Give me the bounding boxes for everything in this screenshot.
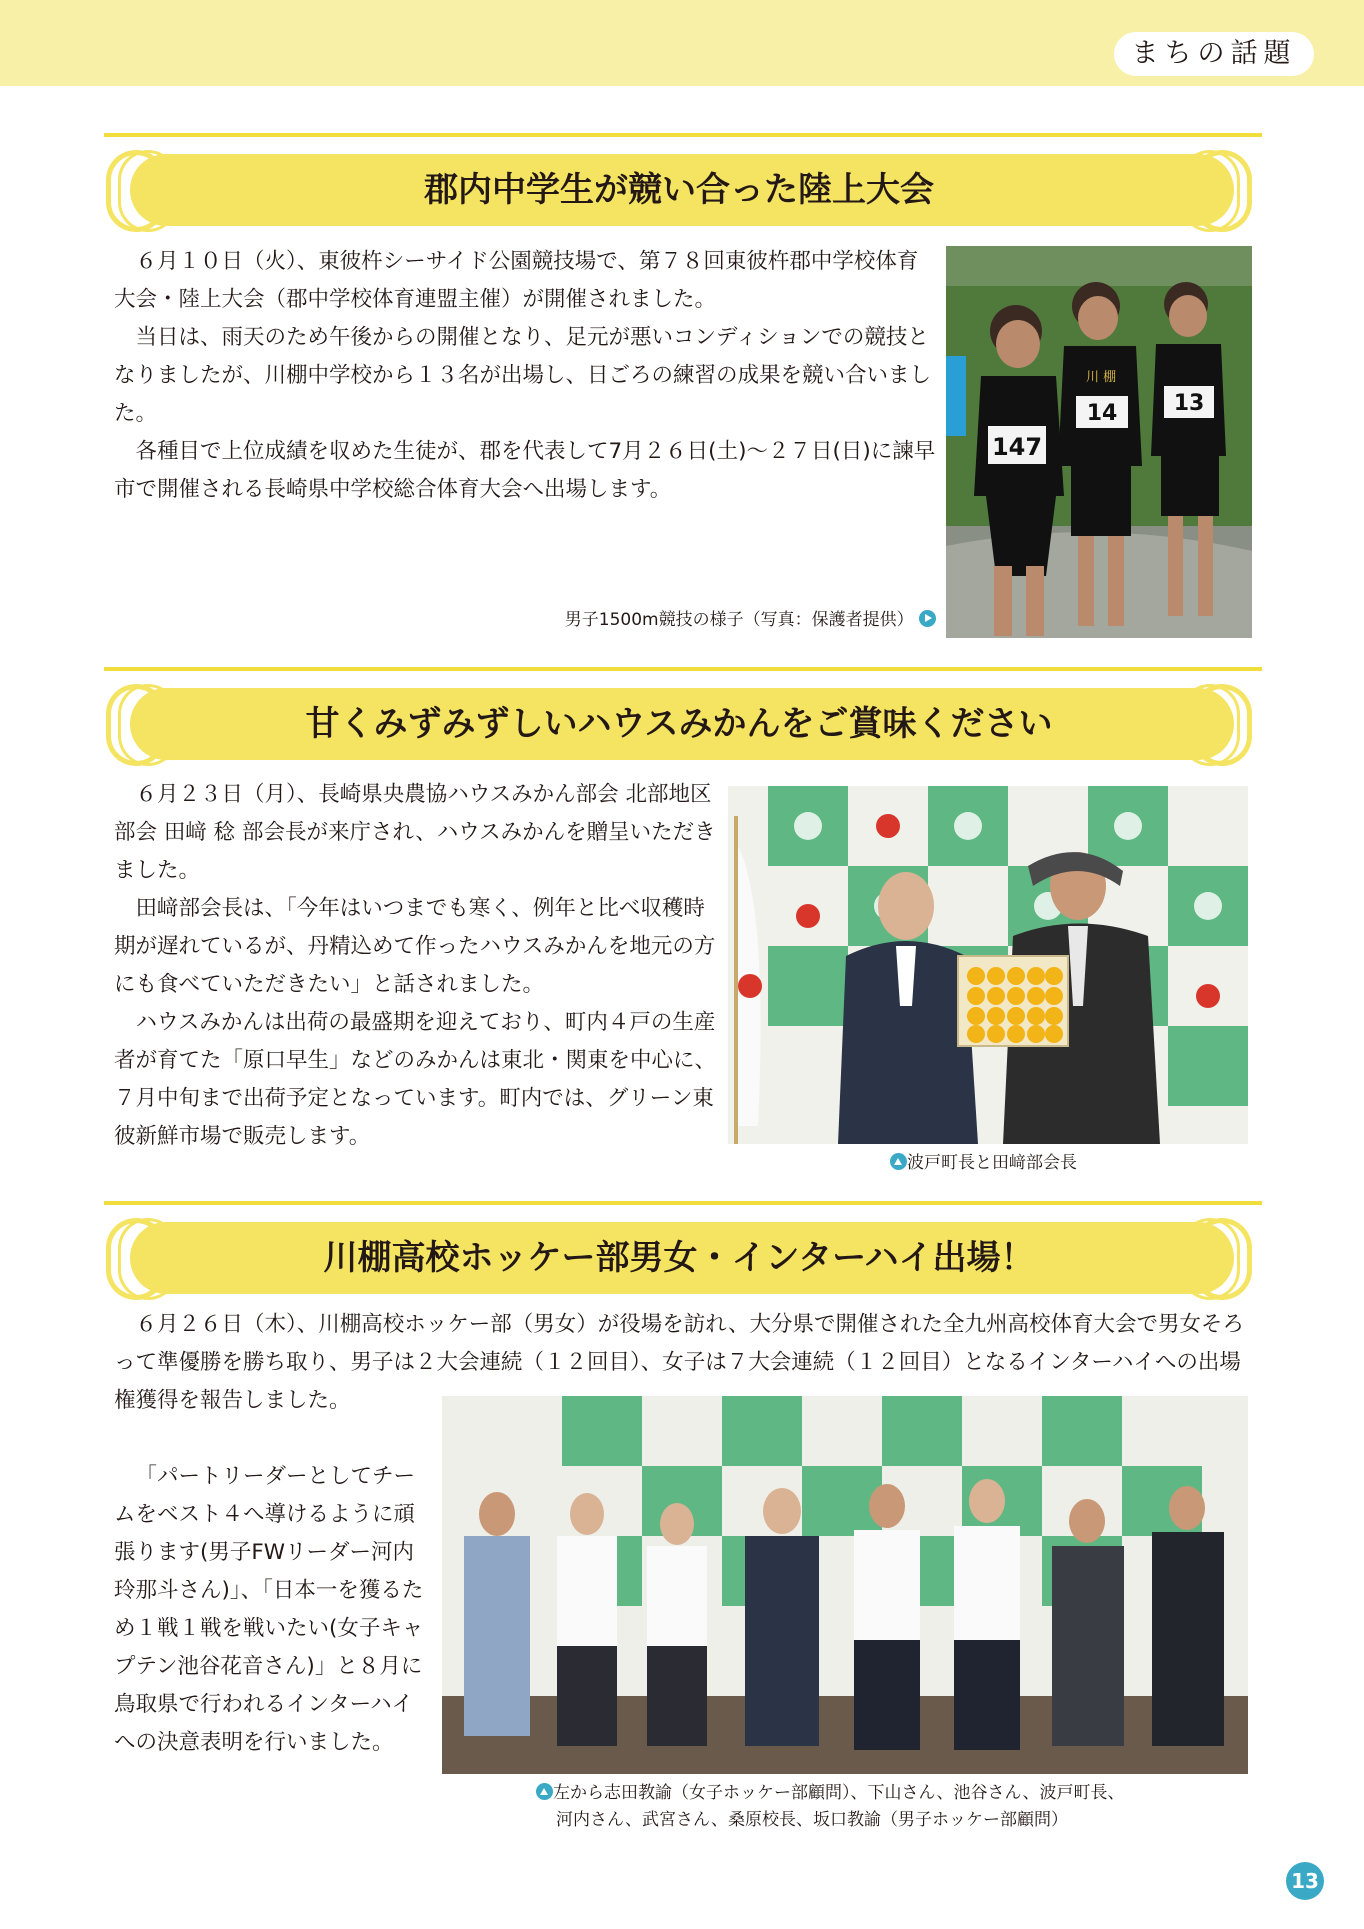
section-banner bbox=[106, 150, 1252, 232]
section-rule bbox=[104, 133, 1262, 137]
photo-caption bbox=[890, 1150, 1190, 1177]
section-banner bbox=[106, 684, 1252, 766]
section-title: 甘くみずみずしいハウスみかんをご賞味ください bbox=[305, 704, 1053, 744]
paragraph: ６月２６日（木）、川棚高校ホッケー部（男女）が役場を訪れ、大分県で開催された全九州高校体育大会で男女そろって準優勝を勝ち取り、男子は２大会連続（１２回目）、女子は７大会連続（１２回目）となるインターハイへの出場権獲得を報告しました。 bbox=[114, 1312, 1245, 1413]
page-number: 13 bbox=[1286, 1862, 1324, 1900]
paragraph: ハウスみかんは出荷の最盛期を迎えており、町内４戸の生産者が育てた「原口早生」などのみかんは東北・関東を中心に、７月中旬まで出荷予定となっています。町内では、グリーン東彼新鮮市場で販売します。 bbox=[114, 1010, 717, 1149]
photo-caption bbox=[536, 607, 936, 634]
article-body bbox=[114, 1458, 426, 1762]
paragraph: 「パートリーダーとしてチームをベスト４へ導けるように頑張ります(男子FWリーダー河内玲那斗さん)」、「日本一を獲るため１戦１戦を戦いたい(女子キャプテン池谷花音さん)」と８月に鳥取県で行われるインターハイへの決意表明を行いました。 bbox=[114, 1464, 424, 1755]
caption-arrow-icon bbox=[536, 1783, 553, 1800]
section-rule bbox=[104, 667, 1262, 671]
hockey-team-photo bbox=[442, 1396, 1248, 1774]
bib-number: 13 bbox=[1173, 391, 1205, 416]
section-title: 郡内中学生が競い合った陸上大会 bbox=[424, 170, 934, 210]
caption-text: 河内さん、武宮さん、桑原校長、坂口教諭（男子ホッケー部顧問） bbox=[556, 1810, 1069, 1830]
section-title: 川棚高校ホッケー部男女・インターハイ出場！ bbox=[323, 1238, 1035, 1278]
paragraph: ６月１０日（火）、東彼杵シーサイド公園競技場で、第７８回東彼杵郡中学校体育大会・陸上大会（郡中学校体育連盟主催）が開催されました。 bbox=[114, 249, 919, 312]
school-mark: 川 棚 bbox=[1086, 370, 1117, 385]
caption-arrow-icon bbox=[890, 1153, 907, 1170]
caption-arrow-icon bbox=[919, 610, 936, 627]
bib-number: 14 bbox=[1086, 401, 1118, 426]
article-body bbox=[114, 776, 716, 1156]
caption-text: 男子1500m競技の様子（写真：保護者提供） bbox=[564, 610, 914, 630]
bib-number: 147 bbox=[991, 433, 1043, 461]
runners-photo bbox=[946, 246, 1252, 638]
section-banner bbox=[106, 1218, 1252, 1300]
caption-text: 左から志田教諭（女子ホッケー部顧問）、下山さん、池谷さん、波戸町長、 bbox=[553, 1783, 1125, 1803]
paragraph: 田﨑部会長は、「今年はいつまでも寒く、例年と比べ収穫時期が遅れているが、丹精込めて作ったハウスみかんを地元の方にも食べていただきたい」と話されました。 bbox=[114, 896, 716, 997]
mikan-presentation-photo bbox=[728, 786, 1248, 1144]
paragraph: ６月２３日（月）、長崎県央農協ハウスみかん部会 北部地区部会 田﨑 稔 部会長が来庁され、ハウスみかんを贈呈いただきました。 bbox=[114, 782, 716, 883]
section-rule bbox=[104, 1201, 1262, 1205]
photo-caption bbox=[536, 1780, 1256, 1834]
paragraph: 当日は、雨天のため午後からの開催となり、足元が悪いコンディションでの競技となりましたが、川棚中学校から１３名が出場し、日ごろの練習の成果を競い合いました。 bbox=[114, 325, 932, 426]
paragraph: 各種目で上位成績を収めた生徒が、郡を代表して7月２６日(土)〜２７日(日)に諫早市で開催される長崎県中学校総合体育大会へ出場します。 bbox=[114, 439, 936, 502]
section-badge: まちの話題 bbox=[1114, 32, 1314, 76]
article-body bbox=[114, 243, 936, 509]
caption-text: 波戸町長と田﨑部会長 bbox=[907, 1153, 1077, 1173]
